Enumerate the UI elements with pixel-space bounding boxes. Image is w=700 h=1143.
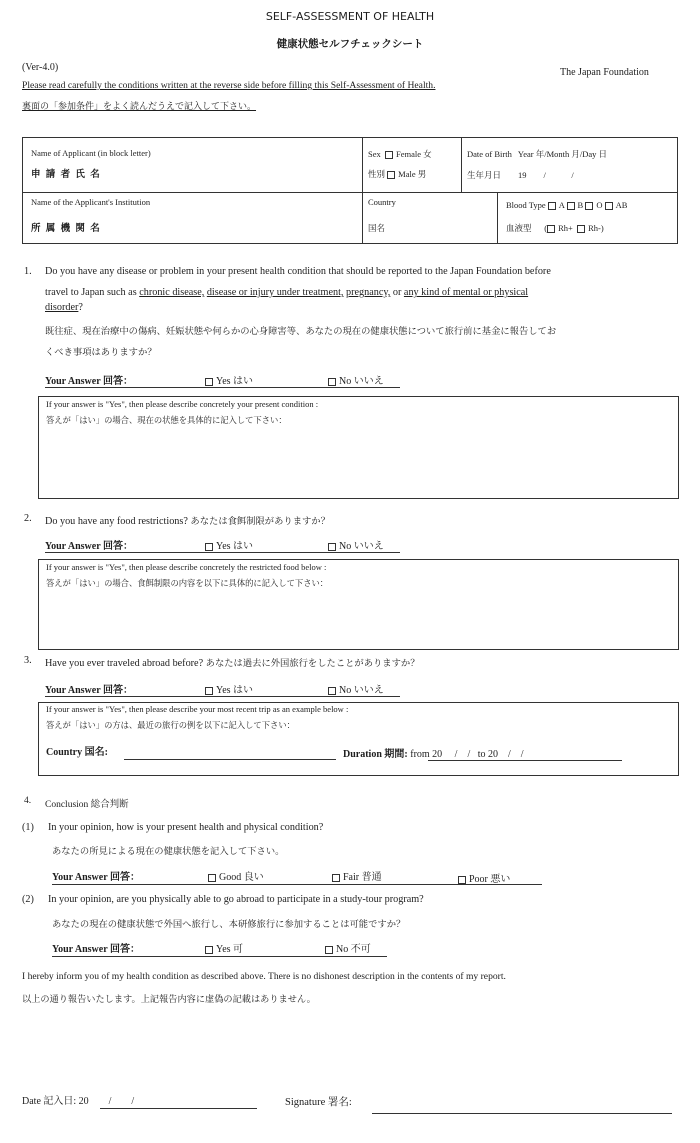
dob-format: Year 年/Month 月/Day 日: [517, 149, 608, 159]
q4-1-good-option[interactable]: [208, 868, 264, 883]
q3-answer-underline: [45, 696, 400, 697]
dob-label-jp: 生年月日: [467, 171, 502, 181]
q1-text-part: travel to Japan such as: [45, 287, 137, 298]
q1-no-label: No いいえ: [339, 376, 384, 387]
q2-text-en: Do you have any food restrictions?: [45, 516, 188, 527]
male-label: Male 男: [398, 169, 427, 179]
applicant-name-label: Name of Applicant (in block letter): [31, 148, 151, 158]
q1-text-or: or: [392, 287, 402, 298]
q2-detail-instruction-jp: 答えが「はい」の場合、食餌制限の内容を以下に具体的に記入して下さい：: [46, 578, 329, 588]
rh-plus-checkbox[interactable]: [547, 225, 555, 233]
q3-duration-underline: [428, 760, 622, 761]
q4-2-no-label: No 不可: [336, 944, 371, 955]
q2-answer-label: Your Answer 回答：: [45, 541, 133, 552]
q3-detail-instruction: If your answer is "Yes", then please describe your most recent trip as an example below :: [46, 704, 349, 714]
date-field[interactable]: [22, 1092, 134, 1107]
q1-chronic-disease: chronic disease,: [139, 287, 205, 298]
q1-answer-underline: [45, 387, 400, 388]
institution-label-jp: 所 属 機 関 名: [31, 223, 101, 234]
sex-label-jp: 性別: [368, 170, 386, 180]
q1-disorder: any kind of mental or physical: [403, 287, 529, 298]
q4-1-good-label: Good 良い: [219, 872, 264, 883]
q1-disorder-end: disorder: [45, 302, 79, 313]
applicant-name-label-jp: 申 請 者 氏 名: [31, 169, 101, 180]
declaration-text-jp: 以上の通り報告いたします。上記報告内容に虚偽の記載はありません。: [22, 994, 316, 1005]
table-divider: [497, 192, 498, 244]
q3-duration-from[interactable]: from 20 / /: [410, 749, 471, 760]
q1-no-checkbox[interactable]: [328, 378, 336, 386]
q2-yes-checkbox[interactable]: [205, 543, 213, 551]
signature-label: Signature 署名:: [285, 1097, 352, 1108]
organization-name: The Japan Foundation: [560, 67, 649, 78]
q1-injury: disease or injury under treatment,: [206, 287, 344, 298]
q1-detail-instruction: If your answer is "Yes", then please describe concretely your present condition :: [46, 399, 319, 409]
signature-input[interactable]: [372, 1113, 672, 1114]
q4-2-yes-checkbox[interactable]: [205, 946, 213, 954]
rh-minus-label: Rh-: [588, 223, 601, 233]
q2-detail-instruction: If your answer is "Yes", then please describe concretely the restricted food below :: [46, 562, 327, 572]
q1-detail-instruction-jp: 答えが「はい」の場合、現在の状態を具体的に記入して下さい：: [46, 415, 287, 425]
q3-yes-checkbox[interactable]: [205, 687, 213, 695]
blood-type-label-jp: 血液型: [506, 224, 532, 234]
blood-a-label: A: [558, 200, 565, 210]
table-divider: [22, 192, 678, 193]
q1-yes-option[interactable]: [205, 372, 253, 387]
instruction-text-jp: 裏面の「参加条件」をよく読んだうえで記入して下さい。: [22, 102, 257, 112]
instruction-text: Please read carefully the conditions written at the reverse side before filling this Self-Assessment of Health.: [22, 80, 436, 91]
female-label: Female 女: [396, 149, 432, 159]
q4-1-fair-label: Fair 普通: [343, 872, 382, 883]
q4-2-no-checkbox[interactable]: [325, 946, 333, 954]
q4-title: Conclusion 総合判断: [45, 800, 129, 810]
q3-no-label: No いいえ: [339, 685, 384, 696]
sex-field[interactable]: [368, 148, 432, 160]
q4-1-poor-checkbox[interactable]: [458, 876, 466, 884]
q1-text-jp-line1: 既往症、現在治療中の傷病、妊娠状態や何らかの心身障害等、あなたの現在の健康状態について旅行前に基金に報告してお: [45, 326, 557, 337]
q2-yes-option[interactable]: [205, 537, 253, 552]
blood-ab-label: AB: [615, 200, 628, 210]
q3-duration-label: Duration 期間:: [343, 749, 408, 760]
male-checkbox[interactable]: [387, 171, 395, 179]
sex-label: Sex: [368, 149, 381, 159]
country-label-jp: 国名: [368, 224, 386, 234]
q4-1-poor-label: Poor 悪い: [469, 874, 511, 885]
q1-yes-checkbox[interactable]: [205, 378, 213, 386]
q4-1-poor-option[interactable]: [458, 870, 510, 885]
q3-yes-option[interactable]: [205, 681, 253, 696]
q2-yes-label: Yes はい: [216, 541, 254, 552]
q1-question-mark: ?: [78, 302, 83, 313]
q2-no-checkbox[interactable]: [328, 543, 336, 551]
table-divider: [461, 137, 462, 192]
rh-plus-label: Rh+: [558, 223, 573, 233]
q2-answer-underline: [45, 552, 400, 553]
institution-label: Name of the Applicant's Institution: [31, 197, 151, 207]
dob-label: Date of Birth: [467, 149, 512, 159]
q3-number: 3.: [24, 655, 32, 666]
q1-yes-label: Yes はい: [216, 376, 254, 387]
blood-ab-checkbox[interactable]: [605, 202, 613, 210]
dob-value-row[interactable]: [467, 169, 574, 181]
q4-2-answer-label: Your Answer 回答：: [52, 944, 140, 955]
date-label: Date 記入日:: [22, 1096, 77, 1107]
q1-pregnancy: pregnancy,: [346, 287, 391, 298]
q3-country-input[interactable]: [124, 759, 336, 760]
q4-2-answer-underline: [52, 956, 387, 957]
q3-yes-label: Yes はい: [216, 685, 254, 696]
q4-1-fair-checkbox[interactable]: [332, 874, 340, 882]
date-underline: [100, 1108, 257, 1109]
blood-b-label: B: [577, 200, 584, 210]
q3-text-en: Have you ever traveled abroad before?: [45, 658, 204, 669]
q4-2-text-jp: あなたの現在の健康状態で外国へ旅行し、本研修旅行に参加することは可能ですか？: [52, 919, 406, 930]
q4-2-number: (2): [22, 894, 34, 905]
q4-2-no-option[interactable]: [325, 940, 371, 955]
q4-1-text: In your opinion, how is your present health and physical condition?: [48, 822, 324, 833]
q4-2-yes-label: Yes 可: [216, 944, 244, 955]
table-divider: [362, 137, 363, 244]
q4-1-number: (1): [22, 822, 34, 833]
q3-text: [45, 655, 420, 669]
form-version: (Ver-4.0): [22, 62, 59, 73]
rh-field[interactable]: 血液型 ( Rh+ Rh-): [506, 223, 604, 234]
blood-o-label: O: [596, 200, 603, 210]
q3-no-checkbox[interactable]: [328, 687, 336, 695]
form-title: SELF-ASSESSMENT OF HEALTH: [265, 10, 435, 23]
q4-1-fair-option[interactable]: [332, 868, 382, 883]
blood-a-checkbox[interactable]: [548, 202, 556, 210]
q4-1-answer-label: Your Answer 回答：: [52, 872, 140, 883]
q2-number: 2.: [24, 513, 32, 524]
q3-text-jp: あなたは過去に外国旅行をしたことがありますか？: [205, 658, 420, 669]
dob-value[interactable]: 19 / /: [518, 170, 574, 180]
country-label: Country: [368, 197, 396, 207]
q1-answer-label: Your Answer 回答：: [45, 376, 133, 387]
q2-text: [45, 513, 330, 527]
q3-detail-instruction-jp: 答えが「はい」の方は、最近の旅行の例を以下に記入して下さい：: [46, 720, 295, 730]
blood-o-checkbox[interactable]: [585, 202, 593, 210]
form-title-jp: 健康状態セルフチェックシート: [276, 38, 424, 50]
q2-no-label: No いいえ: [339, 541, 384, 552]
q1-no-option[interactable]: [328, 372, 384, 387]
q4-1-answer-underline: [52, 884, 542, 885]
q4-2-yes-option[interactable]: [205, 940, 243, 955]
q2-detail-box[interactable]: [38, 559, 679, 650]
blood-type-label: Blood Type: [506, 200, 546, 210]
female-checkbox[interactable]: [385, 151, 393, 159]
dob-field[interactable]: [467, 148, 607, 160]
q3-duration-field[interactable]: [343, 745, 524, 760]
q3-answer-label: Your Answer 回答：: [45, 685, 133, 696]
q2-no-option[interactable]: [328, 537, 384, 552]
q4-2-text: In your opinion, are you physically able to go abroad to participate in a study-tour program?: [48, 894, 424, 905]
q4-number: 4.: [24, 796, 32, 806]
q3-no-option[interactable]: [328, 681, 384, 696]
q2-text-jp: あなたは食餌制限がありますか？: [190, 516, 330, 527]
q1-text-jp-line2: くべき事項はありますか？: [45, 347, 157, 358]
date-value[interactable]: 20 / /: [78, 1096, 135, 1107]
q1-text-line1: Do you have any disease or problem in your present health condition that should be reported to the Japan Foundation before: [45, 266, 551, 277]
q3-country-label: Country 国名:: [46, 747, 108, 758]
q3-duration-to[interactable]: to 20 / /: [477, 749, 524, 760]
q4-1-text-jp: あなたの所見による現在の健康状態を記入して下さい。: [52, 846, 285, 857]
sex-field-jp[interactable]: [368, 168, 426, 180]
declaration-text: I hereby inform you of my health condition as described above. There is no dishonest description in the contents of my report.: [22, 971, 506, 982]
q1-number: 1.: [24, 266, 32, 277]
blood-b-checkbox[interactable]: [567, 202, 575, 210]
q1-text-line3: [45, 302, 83, 313]
q1-detail-box[interactable]: [38, 396, 679, 499]
rh-minus-checkbox[interactable]: [577, 225, 585, 233]
q4-1-good-checkbox[interactable]: [208, 874, 216, 882]
q1-text-line2: [45, 287, 528, 298]
blood-type-field[interactable]: [506, 200, 627, 210]
